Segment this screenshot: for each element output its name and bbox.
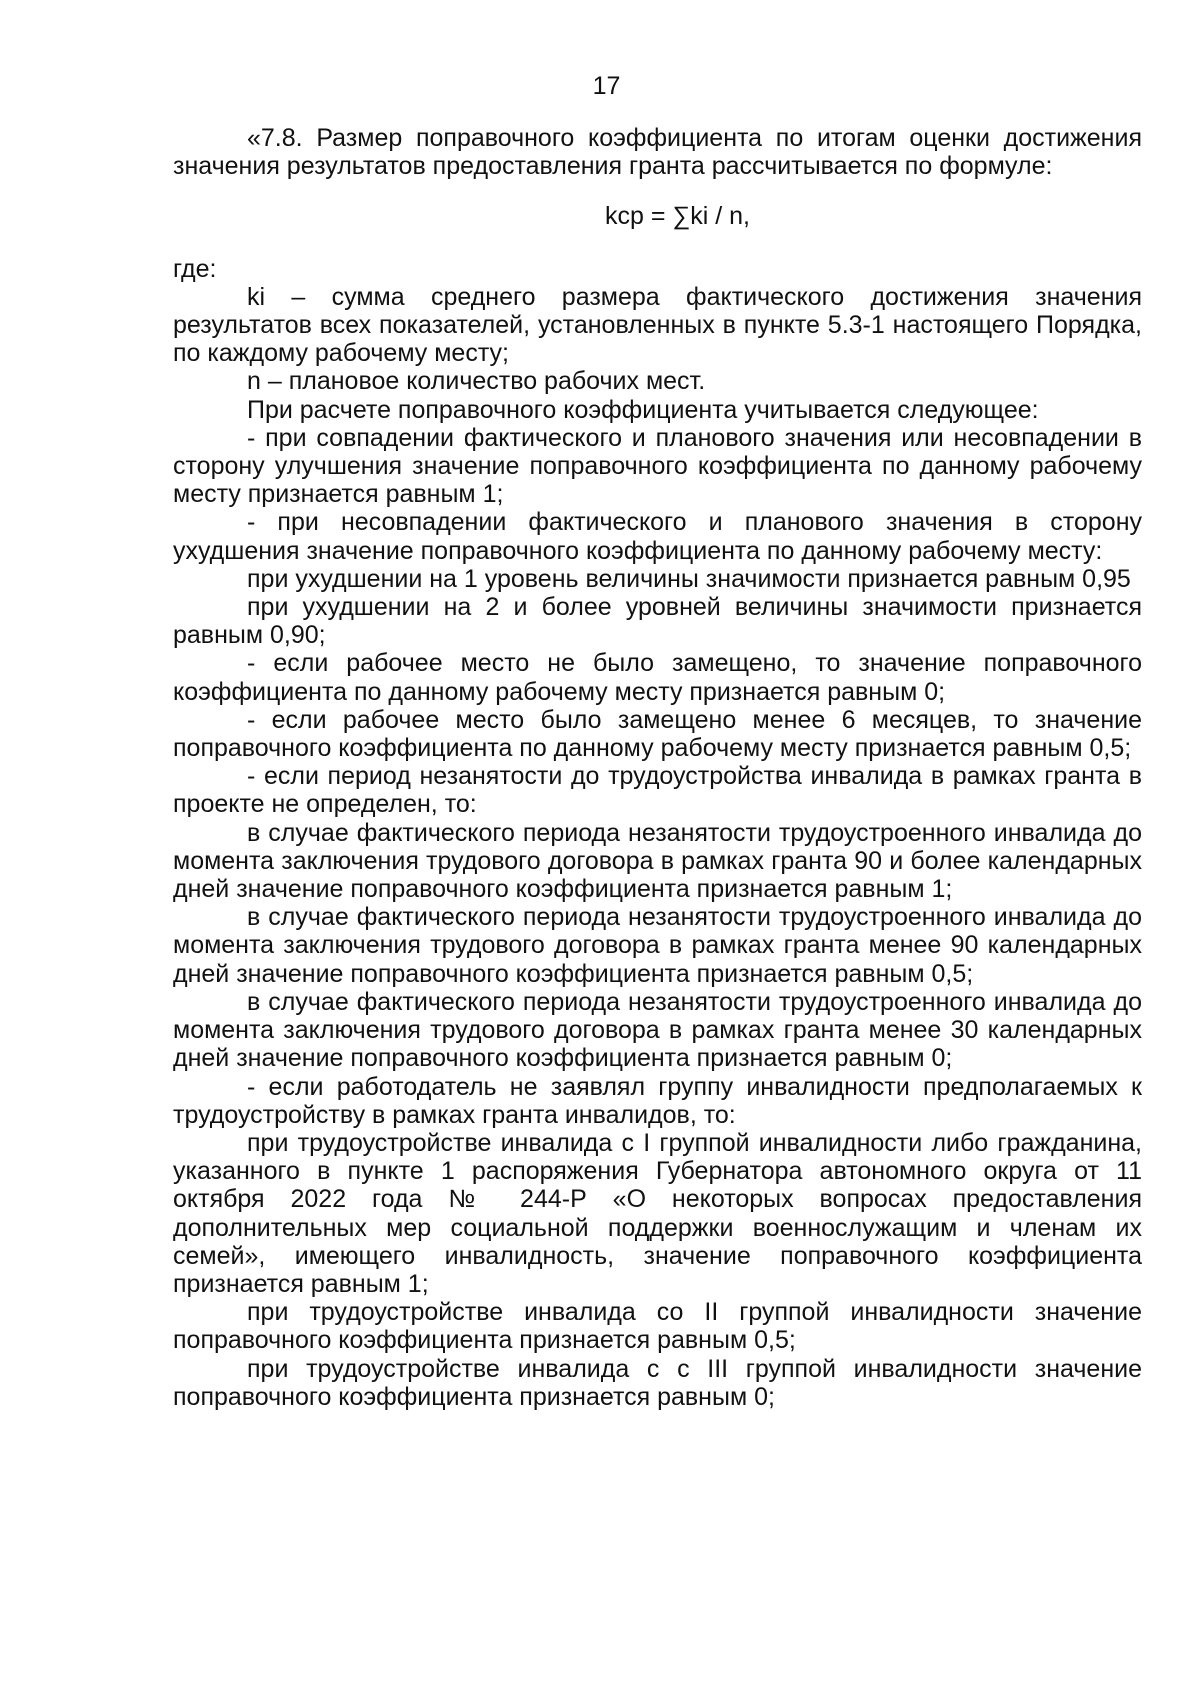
paragraph-n-definition: n – плановое количество рабочих мест. [247, 367, 706, 396]
paragraph-30-days-less: в случае фактического периода незанятости трудоустроенного инвалида до момента заключения трудового договора в рамках гранта менее 30 календарных дней значение поправочного коэффициента признается равным 0; [173, 987, 1142, 1073]
intro-paragraph: «7.8. Размер поправочного коэффициента по итогам оценки достижения значения результатов предоставления гранта рассчитывается по формуле: [173, 124, 1142, 181]
paragraph-ki-definition: ki – сумма среднего размера фактического достижения значения результатов всех показателей, установленных в пункте 5.3-1 настоящего Порядка, по каждому рабочему месту; [173, 282, 1142, 368]
paragraph-90-days-less: в случае фактического периода незанятости трудоустроенного инвалида до момента заключения трудового договора в рамках гранта менее 90 календарных дней значение поправочного коэффициента признается равным 0,5; [173, 903, 1142, 988]
paragraph-worse-1-level: при ухудшении на 1 уровень величины значимости признается равным 0,95 [247, 564, 1131, 593]
document-body [173, 124, 1142, 1411]
paragraph-group-3: при трудоустройстве инвалида с с III группой инвалидности значение поправочного коэффициента признается равным 0; [173, 1354, 1142, 1411]
paragraph-mismatch: - при несовпадении фактического и планового значения в сторону ухудшения значение поправочного коэффициента по данному рабочему месту: [173, 508, 1142, 565]
paragraph-90-days-more: в случае фактического периода незанятости трудоустроенного инвалида до момента заключения трудового договора в рамках гранта 90 и более календарных дней значение поправочного коэффициента признается равным 1; [173, 818, 1142, 904]
paragraph-period-undefined: - если период незанятости до трудоустройства инвалида в рамках гранта в проекте не определен, то: [173, 762, 1142, 819]
paragraph-group-1: при трудоустройстве инвалида с I группой инвалидности либо гражданина, указанного в пункте 1 распоряжения Губернатора автономного округа от 11 октября 2022 года № 244-Р «О некоторых вопросах предоставления дополнительных мер социальной поддержки военнослужащим и членам их семей», имеющего инвалидность, значение поправочного коэффициента признается равным 1; [173, 1128, 1142, 1298]
paragraph-not-filled: - если рабочее место не было замещено, то значение поправочного коэффициента по данному рабочему месту признается равным 0; [173, 649, 1142, 706]
paragraph-less-6-months: - если рабочее место было замещено менее 6 месяцев, то значение поправочного коэффициента по данному рабочему месту признается равным 0,5; [173, 705, 1142, 763]
paragraph-group-2: при трудоустройстве инвалида со II группой инвалидности значение поправочного коэффициента признается равным 0,5; [173, 1298, 1142, 1355]
paragraph-worse-2-levels: при ухудшении на 2 и более уровней величины значимости признается равным 0,90; [173, 593, 1142, 650]
where-label: где: [173, 254, 217, 283]
paragraph-group-not-declared: - если работодатель не заявлял группу инвалидности предполагаемых к трудоустройству в рамках гранта инвалидов, то: [173, 1072, 1142, 1129]
page-number: 17 [592, 72, 621, 100]
formula: kср = ∑ki / n, [605, 202, 750, 231]
paragraph-calc-rules: При расчете поправочного коэффициента учитывается следующее: [247, 395, 1039, 424]
paragraph-match: - при совпадении фактического и планового значения или несовпадении в сторону улучшения значение поправочного коэффициента по данному рабочему месту признается равным 1; [173, 423, 1142, 509]
